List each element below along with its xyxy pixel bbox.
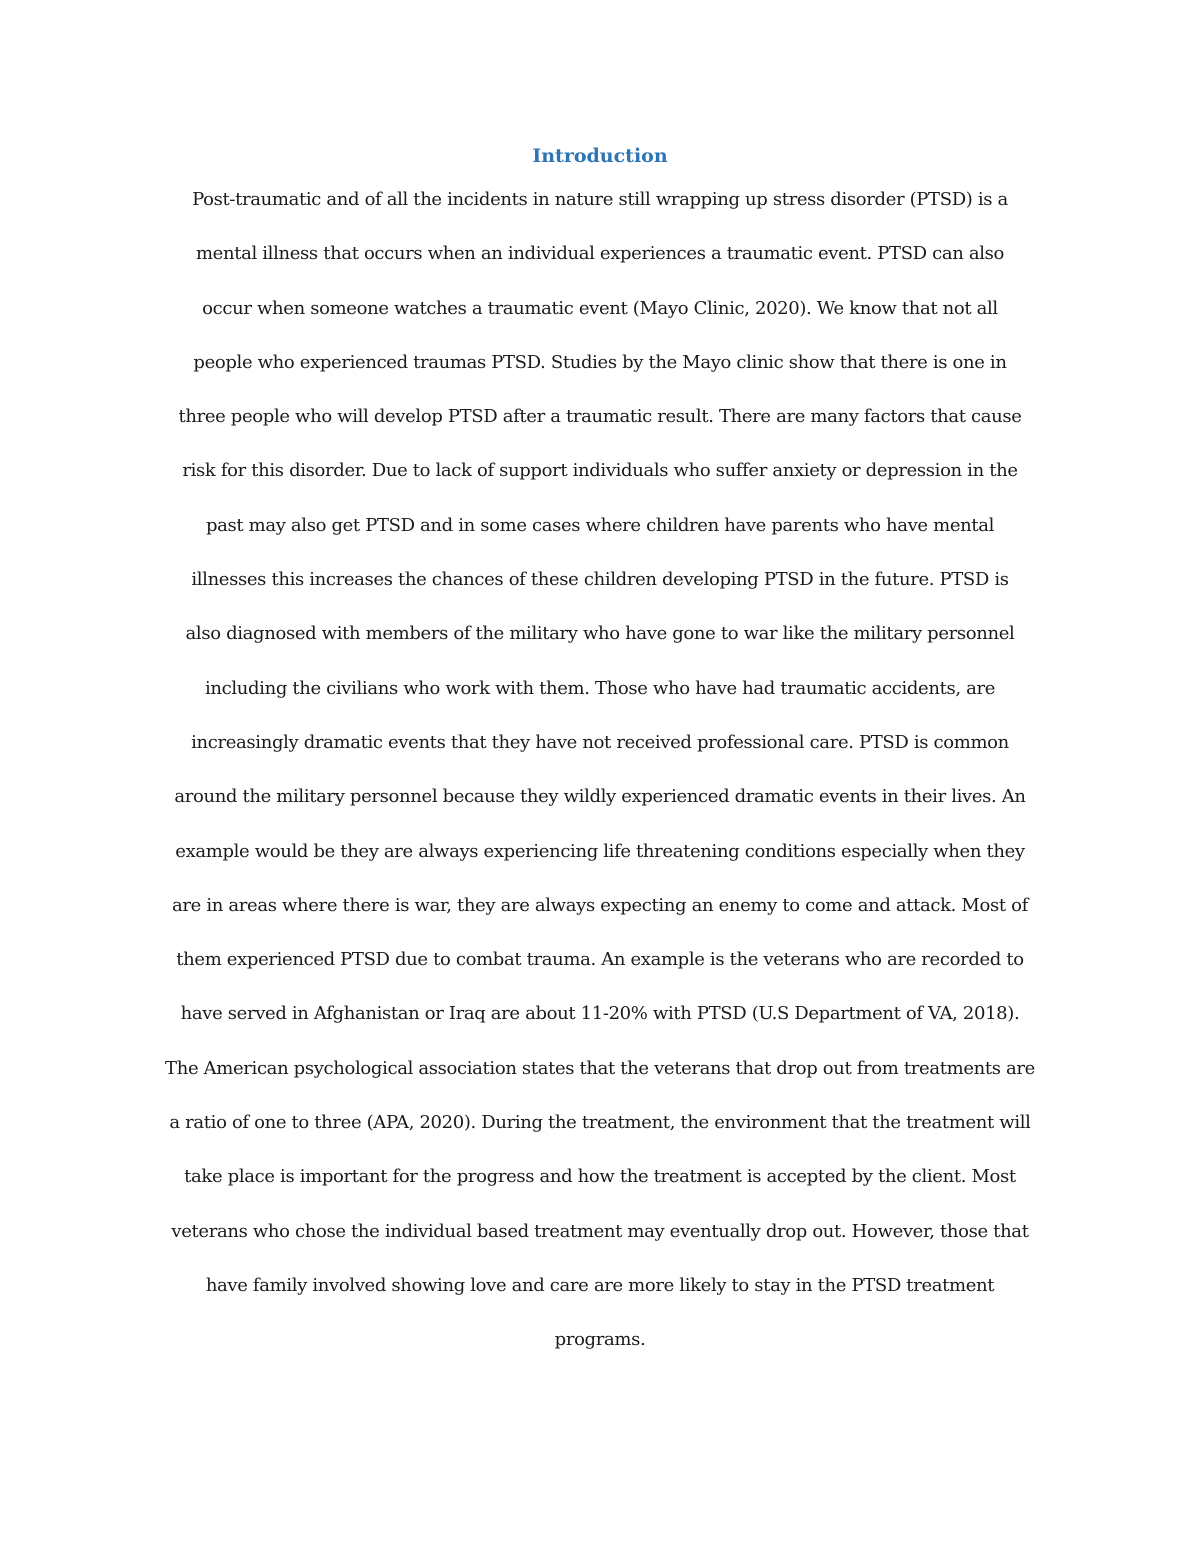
paragraph-line: are in areas where there is war, they are always expecting an enemy to come and attack. Most of [172,894,1028,916]
paragraph-line: a ratio of one to three (APA, 2020). During the treatment, the environment that the treatment will [169,1112,1031,1134]
paragraph-line: people who experienced traumas PTSD. Studies by the Mayo clinic show that there is one in [193,351,1007,373]
paragraph-line: risk for this disorder. Due to lack of support individuals who suffer anxiety or depression in the [182,460,1018,482]
section-heading: Introduction [532,145,668,167]
body-paragraph [130,173,1070,1368]
paragraph-line: occur when someone watches a traumatic event (Mayo Clinic, 2020). We know that not all [202,297,998,319]
paragraph-line: Post-traumatic and of all the incidents in nature still wrapping up stress disorder (PTSD) is a [192,189,1008,210]
paragraph-line: have served in Afghanistan or Iraq are about 11-20% with PTSD (U.S Department of VA, 2018). [180,1003,1020,1025]
paragraph-line: past may also get PTSD and in some cases where children have parents who have mental [205,514,995,536]
paragraph-line: illnesses this increases the chances of these children developing PTSD in the future. PTSD is [191,569,1009,591]
paragraph-line: also diagnosed with members of the military who have gone to war like the military personnel [185,623,1015,645]
paragraph-line: around the military personnel because they wildly experienced dramatic events in their lives. An [174,786,1026,808]
paragraph-line: mental illness that occurs when an individual experiences a traumatic event. PTSD can also [195,243,1005,265]
paragraph-line: including the civilians who work with them. Those who have had traumatic accidents, are [204,677,996,699]
paragraph-line: The American psychological association states that the veterans that drop out from treatments are [165,1057,1035,1079]
paragraph-line: example would be they are always experiencing life threatening conditions especially when they [175,840,1025,862]
paragraph-line: three people who will develop PTSD after a traumatic result. There are many factors that cause [178,406,1022,428]
paragraph-line: increasingly dramatic events that they have not received professional care. PTSD is common [191,731,1009,753]
paragraph-line: programs. [554,1329,646,1351]
paragraph-line: have family involved showing love and care are more likely to stay in the PTSD treatment [205,1274,995,1296]
paragraph-line: take place is important for the progress and how the treatment is accepted by the client. Most [184,1166,1016,1188]
paragraph-line: veterans who chose the individual based treatment may eventually drop out. However, those that [171,1220,1029,1242]
paragraph-line: them experienced PTSD due to combat trauma. An example is the veterans who are recorded to [176,949,1024,971]
